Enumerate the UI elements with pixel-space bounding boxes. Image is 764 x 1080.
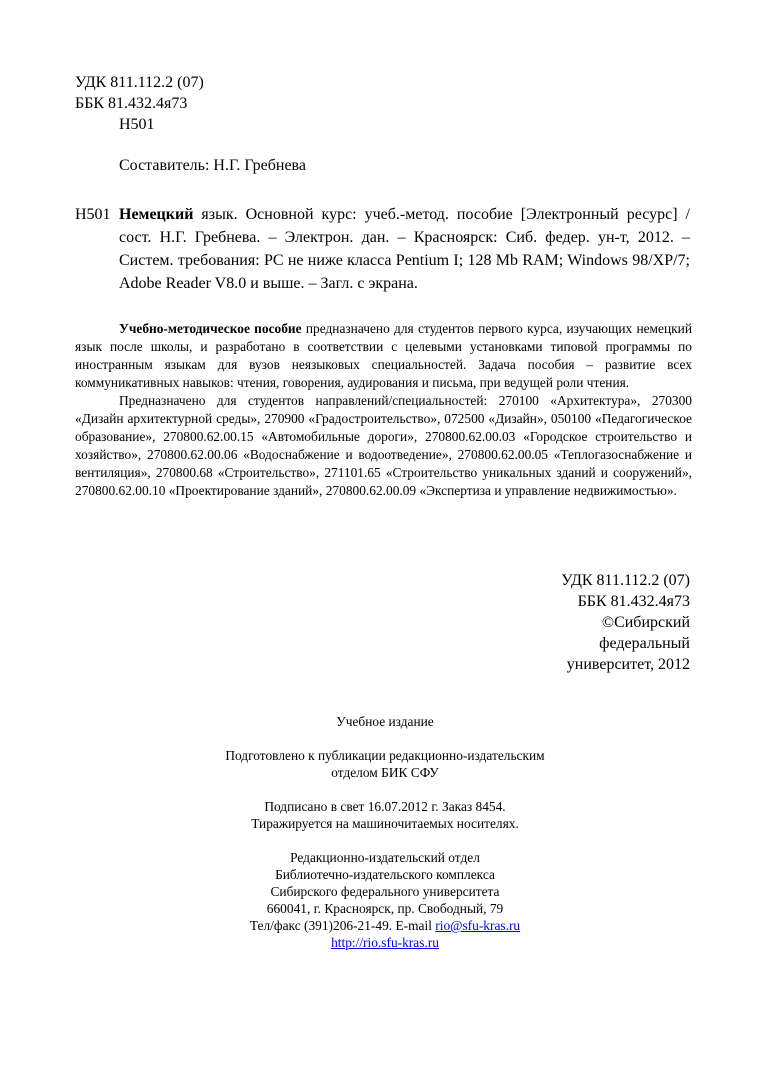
- bibliographic-entry: [75, 203, 690, 295]
- dept-line-3: Сибирского федерального университета: [270, 884, 500, 899]
- prepared-line-2: отделом БИК СФУ: [331, 765, 439, 780]
- dept-line-1: Редакционно-издательский отдел: [290, 850, 480, 865]
- biblio-code: Н501: [75, 206, 111, 223]
- contact-prefix: Тел/факс (391)206-21-49. E-mail: [249, 918, 436, 933]
- annotation-paragraph-2: Предназначено для студентов направлений/специальностей: 270100 «Архитектура», 270300 «Дизайн архитектурной среды», 270900 «Градостроительство», 072500 «Дизайн», 050100 «Педагогическое образование», 270800.62.00.15 «Автомобильные дороги», 270800.62.00.03 «Городское строительство и хозяйство», 270800.62.00.06 «Водоснабжение и водоотведение», 270800.62.00.05 «Теплогазоснабжение и вентиляция», 270800.68 «Строительство», 271101.65 «Строительство уникальных зданий и сооружений», 270800.62.00.10 «Проектирование зданий», 270800.62.00.09 «Экспертиза и управление недвижимостью».: [75, 393, 692, 498]
- copyright-line-2: федеральный: [599, 635, 690, 652]
- biblio-title: Немецкий: [119, 206, 194, 223]
- header-codes: [75, 72, 204, 135]
- address-line: 660041, г. Красноярск, пр. Свободный, 79: [266, 901, 504, 916]
- edition-type: Учебное издание: [336, 714, 434, 729]
- bbk-code-right: ББК 81.432.4я73: [577, 593, 690, 610]
- colophon: [120, 713, 650, 951]
- website-line: [120, 934, 650, 951]
- biblio-text: [119, 203, 690, 295]
- udk-code-right: УДК 811.112.2 (07): [561, 572, 690, 589]
- annotation-lead: Учебно-методическое пособие: [119, 321, 302, 336]
- contact-line: [120, 917, 650, 934]
- udk-code: УДК 811.112.2 (07): [75, 74, 204, 91]
- email-link[interactable]: rio@sfu-kras.ru: [435, 918, 521, 933]
- replicated-line: Тиражируется на машиночитаемых носителях.: [251, 816, 519, 831]
- copyright-line-1: ©Сибирский: [601, 614, 690, 631]
- signed-line: Подписано в свет 16.07.2012 г. Заказ 8454.: [264, 799, 506, 814]
- copyright-block: [490, 570, 690, 675]
- annotation-text-1: предназначено для студентов первого курса, изучающих немецкий язык после школы, и разработано в соответствии с целевыми установками типовой программы по иностранным языкам для вузов неязыковых специальностей. Задача пособия – развитие всех коммуникативных навыков: чтения, говорения, аудирования и письма, при ведущей роли чтения.: [75, 321, 692, 390]
- dept-line-2: Библиотечно-издательского комплекса: [275, 867, 495, 882]
- prepared-line-1: Подготовлено к публикации редакционно-издательским: [225, 748, 545, 763]
- author-sign: Н501: [119, 116, 155, 133]
- annotation-paragraph-1: [75, 320, 692, 392]
- compiler-line: Составитель: Н.Г. Гребнева: [119, 157, 306, 174]
- bbk-code: ББК 81.432.4я73: [75, 95, 188, 112]
- biblio-description: язык. Основной курс: учеб.-метод. пособие [Электронный ресурс] / сост. Н.Г. Гребнева. – Электрон. дан. – Красноярск: Сиб. федер. ун-т, 2012. – Систем. требования: PC не ниже класса Pentium I; 128 Mb RAM; Windows 98/XP/7; Adobe Reader V8.0 и выше. – Загл. с экрана.: [119, 206, 690, 292]
- annotation: [75, 320, 692, 500]
- website-link[interactable]: http://rio.sfu-kras.ru: [331, 935, 439, 950]
- copyright-line-3: университет, 2012: [566, 656, 690, 673]
